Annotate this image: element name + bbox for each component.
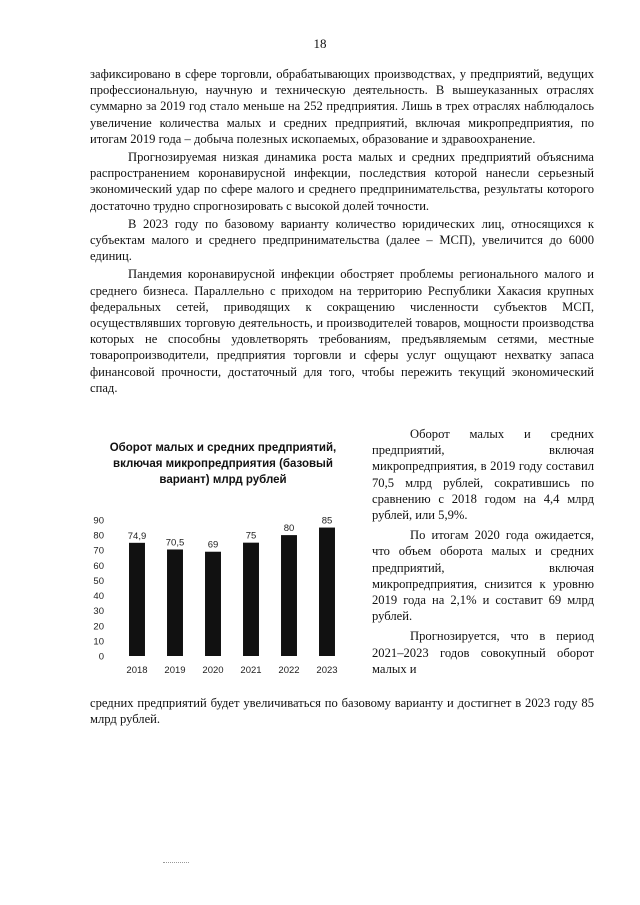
paragraph-3: В 2023 году по базовому варианту количество юридических лиц, относящихся к субъектам малого и среднего предпринимательства (далее – МСП), увеличится до 6000 единиц. xyxy=(90,216,594,264)
bar-2019 xyxy=(167,549,183,656)
y-tick-label: 50 xyxy=(93,575,104,587)
final-paragraph: средних предприятий будет увеличиваться по базовому варианту и достигнет в 2023 году 85 млрд рублей. xyxy=(90,696,594,727)
page-number: 18 xyxy=(313,36,327,51)
x-tick-label-2022: 2022 xyxy=(278,665,300,676)
bottom-text xyxy=(90,695,594,727)
y-tick-label: 10 xyxy=(93,636,104,648)
bar-chart xyxy=(84,508,354,683)
side-paragraph-2: По итогам 2020 года ожидается, что объем оборота малых и средних предприятий, включая микропредприятия, снизится к уровню 2019 года на 2,1% и составит 69 млрд рублей. xyxy=(372,528,594,624)
chart-title: Оборот малых и средних предприятий, включая микропредприятия (базовый вариант) млрд рублей xyxy=(109,442,337,486)
bar-2020 xyxy=(205,552,221,656)
value-labels xyxy=(128,516,333,551)
bar-2021 xyxy=(243,543,259,656)
bar-2022 xyxy=(281,535,297,656)
bars xyxy=(129,528,335,656)
side-paragraph-3: Прогнозируется, что в период 2021–2023 годов совокупный оборот малых и xyxy=(372,629,594,676)
paragraph-2: Прогнозируемая низкая динамика роста малых и средних предприятий объяснима распространением коронавирусной инфекции, последствия которой нанесли серьезный экономический удар по сфере малого и среднего предпринимательства, результаты которого достаточно трудно спрогнозировать с высокой долей точности. xyxy=(90,150,594,213)
x-tick-label-2019: 2019 xyxy=(164,665,186,676)
y-tick-label: 90 xyxy=(93,515,104,527)
x-tick-label-2021: 2021 xyxy=(240,665,262,676)
bar-2018 xyxy=(129,543,145,656)
value-label-2022: 80 xyxy=(283,523,295,535)
y-tick-label: 30 xyxy=(93,606,104,618)
value-label-2023: 85 xyxy=(321,515,333,527)
x-tick-label-2018: 2018 xyxy=(126,665,148,676)
scan-mark xyxy=(163,858,189,863)
value-label-2020: 69 xyxy=(207,539,219,551)
x-tick-label-2023: 2023 xyxy=(316,665,338,676)
side-paragraph-1: Оборот малых и средних предприятий, включая микропредприятия, в 2019 году составил 70,5 млрд рублей, сократившись по сравнению с 2018 годом на 4,4 млрд рублей, или 5,9%. xyxy=(372,427,594,523)
y-tick-label: 80 xyxy=(93,530,104,542)
paragraph-1: зафиксировано в сфере торговли, обрабатывающих производствах, у предприятий, ведущих профессиональную, научную и техническую деятельность. В вышеуказанных отраслях суммарно за 2019 год стало меньше на 252 предприятия. Лишь в трех отраслях наблюдалось увеличение количества малых и средних предприятий, включая микропредприятия, по итогам 2019 года – добыча полезных ископаемых, образование и здравоохранение. xyxy=(90,67,594,146)
bar-2023 xyxy=(319,528,335,656)
y-tick-label: 40 xyxy=(93,591,104,603)
y-tick-label: 60 xyxy=(93,560,104,572)
paragraph-4: Пандемия коронавирусной инфекции обостряет проблемы регионального малого и среднего бизнеса. Параллельно с приходом на территорию Республики Хакасия крупных федеральных сетей, приводящих к сокращению численности субъектов МСП, осуществлявших торговую деятельность, и производителей товаров, мощности производства которых не способны удовлетворять требованиям, предъявляемым сетями, местные товаропроизводители, предприятия торговли и сферы услуг ощущают нехватку запаса финансовой прочности, достаточный для того, чтобы пережить текущий экономический спад. xyxy=(90,267,594,395)
y-tick-label: 0 xyxy=(98,651,104,663)
side-text xyxy=(372,426,594,677)
x-tick-label-2020: 2020 xyxy=(202,665,224,676)
value-label-2018: 74,9 xyxy=(127,530,147,542)
value-label-2021: 75 xyxy=(245,530,257,542)
x-axis xyxy=(126,665,337,676)
y-tick-label: 20 xyxy=(93,621,104,633)
y-tick-label: 70 xyxy=(93,545,104,557)
y-axis xyxy=(93,516,104,663)
value-label-2019: 70,5 xyxy=(165,537,185,549)
upper-text xyxy=(90,66,594,396)
